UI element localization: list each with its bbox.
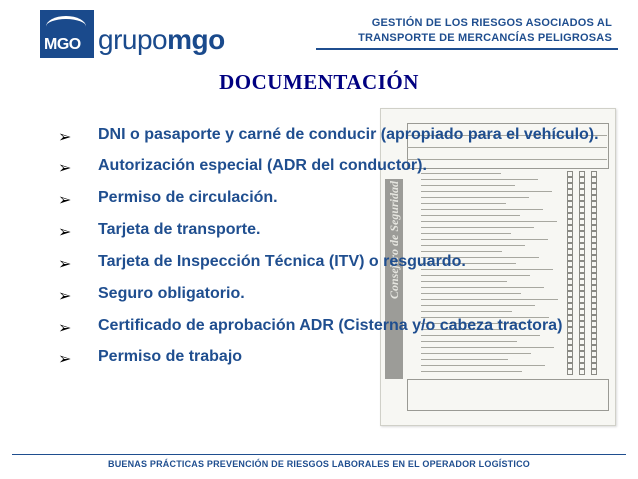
list-item-text: Tarjeta de transporte. xyxy=(98,221,261,238)
list-item xyxy=(58,219,604,241)
section-title: DOCUMENTACIÓN xyxy=(219,70,419,94)
arrow-right-icon: ➢ xyxy=(58,222,72,241)
list-item xyxy=(58,155,604,177)
list-item xyxy=(58,283,604,305)
list-item-text: Tarjeta de Inspección Técnica (ITV) o resguardo. xyxy=(98,253,466,270)
arrow-right-icon: ➢ xyxy=(58,349,72,368)
header-title xyxy=(272,16,612,46)
list-item xyxy=(58,346,604,368)
list-item xyxy=(58,251,604,273)
header-divider xyxy=(316,48,618,50)
list-item-text: Permiso de trabajo xyxy=(98,348,243,365)
documentation-list xyxy=(58,124,604,378)
logo-mgo-mark: MGO xyxy=(44,36,81,53)
arrow-right-icon: ➢ xyxy=(58,318,72,337)
list-item-text: Certificado de aprobación ADR (Cisterna y/o cabeza tractora) xyxy=(98,317,563,334)
logo-swoosh xyxy=(46,16,86,37)
list-item xyxy=(58,315,604,337)
doc-side-text: Consejero de Seguridad xyxy=(387,180,401,299)
list-item-text: Permiso de circulación. xyxy=(98,189,278,206)
arrow-right-icon: ➢ xyxy=(58,158,72,177)
footer-divider xyxy=(12,454,626,455)
header-title-line1: GESTIÓN DE LOS RIESGOS ASOCIADOS AL xyxy=(371,17,612,29)
logo-wordmark-bold: mgo xyxy=(167,24,225,55)
company-logo xyxy=(40,10,94,58)
header-title-line2: TRANSPORTE DE MERCANCÍAS PELIGROSAS xyxy=(358,32,612,44)
arrow-right-icon: ➢ xyxy=(58,254,72,273)
logo-wordmark xyxy=(98,24,225,56)
logo-wordmark-light: grupo xyxy=(98,24,168,55)
list-item xyxy=(58,124,604,146)
arrow-right-icon: ➢ xyxy=(58,286,72,305)
arrow-right-icon: ➢ xyxy=(58,190,72,209)
arrow-right-icon: ➢ xyxy=(58,127,72,146)
doc-signature-box xyxy=(407,379,609,411)
list-item-text: Seguro obligatorio. xyxy=(98,285,245,302)
footer-text: BUENAS PRÁCTICAS PREVENCIÓN DE RIESGOS LABORALES EN EL OPERADOR LOGÍSTICO xyxy=(108,459,530,469)
list-item xyxy=(58,187,604,209)
list-item-text: DNI o pasaporte y carné de conducir (apropiado para el vehículo). xyxy=(98,126,599,143)
list-item-text: Autorización especial (ADR del conductor). xyxy=(98,157,427,174)
